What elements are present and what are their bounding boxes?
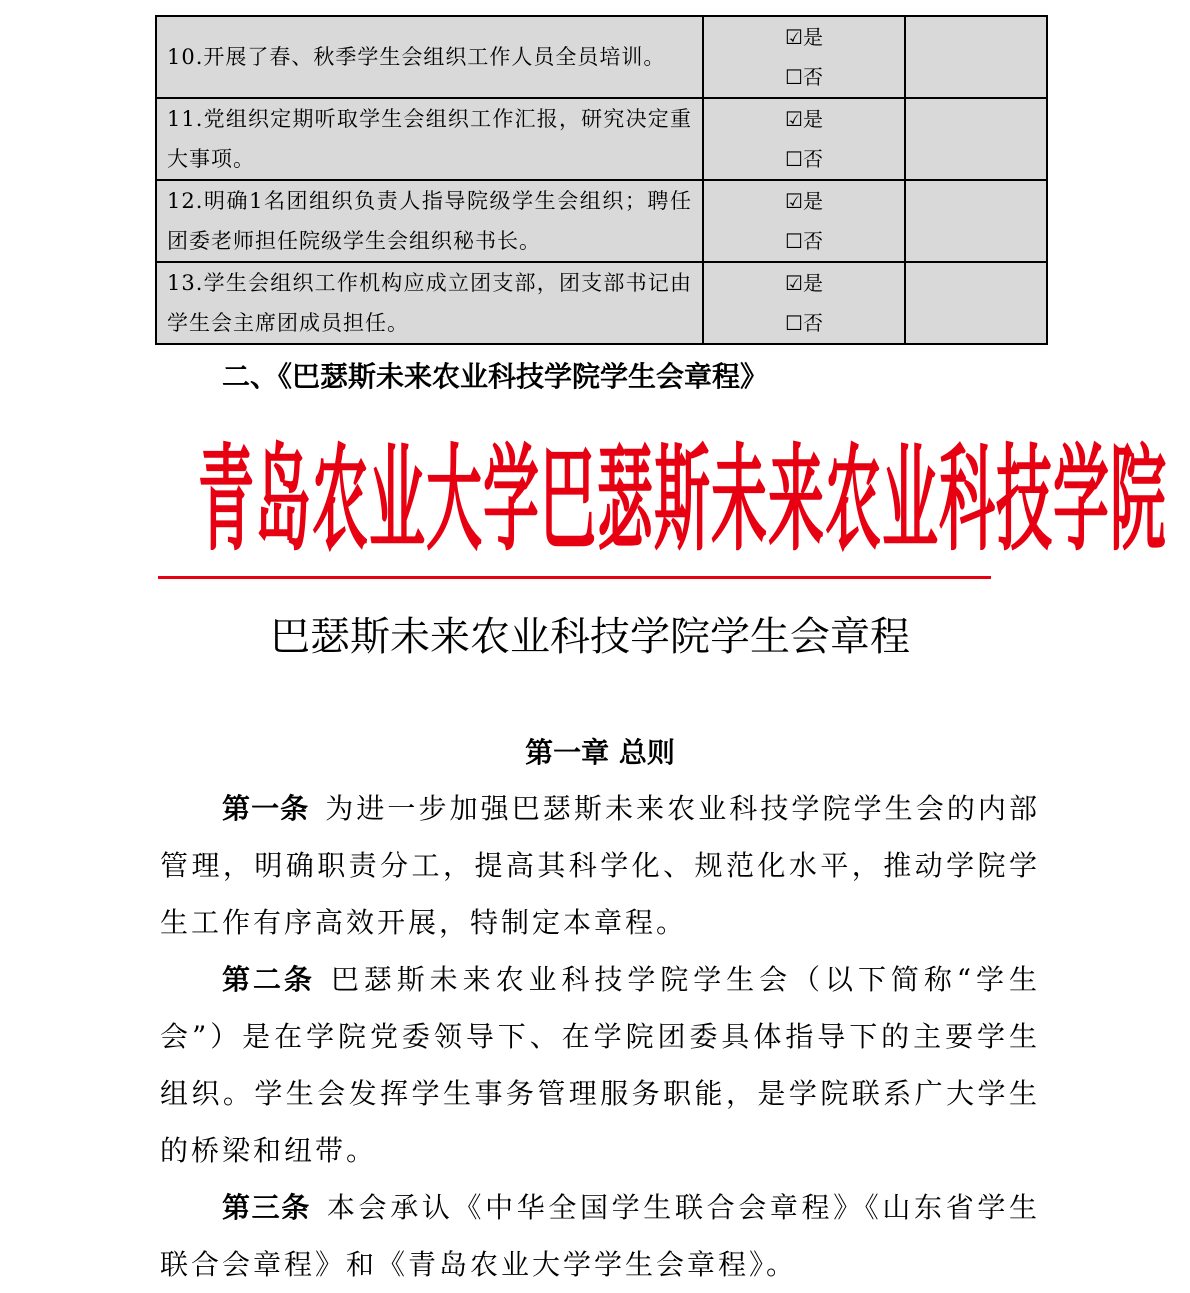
item-text: 10.开展了春、秋季学生会组织工作人员全员培训。 [156, 16, 703, 98]
article [160, 1179, 1040, 1293]
yes-checkbox[interactable]: ☑是 [785, 189, 823, 213]
yes-checkbox[interactable]: ☑是 [785, 25, 823, 49]
red-divider [158, 576, 991, 579]
article-text: 为进一步加强巴瑟斯未来农业科技学院学生会的内部管理，明确职责分工，提高其科学化、规范化水平，推动学院学生工作有序高效开展，特制定本章程。 [160, 792, 1040, 939]
no-checkbox[interactable]: ☐否 [785, 65, 823, 89]
document-body [160, 780, 1040, 1293]
article-label: 第三条 [222, 1191, 311, 1224]
yes-no-cell [703, 16, 905, 98]
yes-no-cell [703, 180, 905, 262]
table-row [156, 98, 1047, 180]
article-label: 第一条 [222, 792, 310, 825]
table-row [156, 16, 1047, 98]
item-text: 12.明确1名团组织负责人指导院级学生会组织；聘任团委老师担任院级学生会组织秘书长。 [156, 180, 703, 262]
remark-cell [905, 262, 1047, 344]
item-text: 11.党组织定期听取学生会组织工作汇报，研究决定重大事项。 [156, 98, 703, 180]
remark-cell [905, 98, 1047, 180]
yes-checkbox[interactable]: ☑是 [785, 271, 823, 295]
yes-no-cell [703, 98, 905, 180]
section-heading: 二、《巴瑟斯未来农业科技学院学生会章程》 [222, 360, 769, 393]
no-checkbox[interactable]: ☐否 [785, 311, 823, 335]
table-row [156, 180, 1047, 262]
document-title: 巴瑟斯未来农业科技学院学生会章程 [270, 614, 910, 660]
checklist-table [155, 15, 1048, 345]
article-label: 第二条 [222, 963, 315, 996]
no-checkbox[interactable]: ☐否 [785, 229, 823, 253]
remark-cell [905, 180, 1047, 262]
no-checkbox[interactable]: ☐否 [785, 147, 823, 171]
yes-checkbox[interactable]: ☑是 [785, 107, 823, 131]
article [160, 780, 1040, 951]
article-text: 巴瑟斯未来农业科技学院学生会（以下简称“学生会”）是在学院党委领导下、在学院团委具体指导下的主要学生组织。学生会发挥学生事务管理服务职能，是学院联系广大学生的桥梁和纽带。 [160, 963, 1040, 1167]
chapter-heading: 第一章 总则 [525, 736, 675, 769]
item-text: 13.学生会组织工作机构应成立团支部，团支部书记由学生会主席团成员担任。 [156, 262, 703, 344]
red-letterhead: 青岛农业大学巴瑟斯未来农业科技学院 [198, 434, 1167, 568]
remark-cell [905, 16, 1047, 98]
yes-no-cell [703, 262, 905, 344]
article [160, 951, 1040, 1179]
table-row [156, 262, 1047, 344]
article-text: 本会承认《中华全国学生联合会章程》《山东省学生联合会章程》和《青岛农业大学学生会章程》。 [160, 1191, 1040, 1281]
